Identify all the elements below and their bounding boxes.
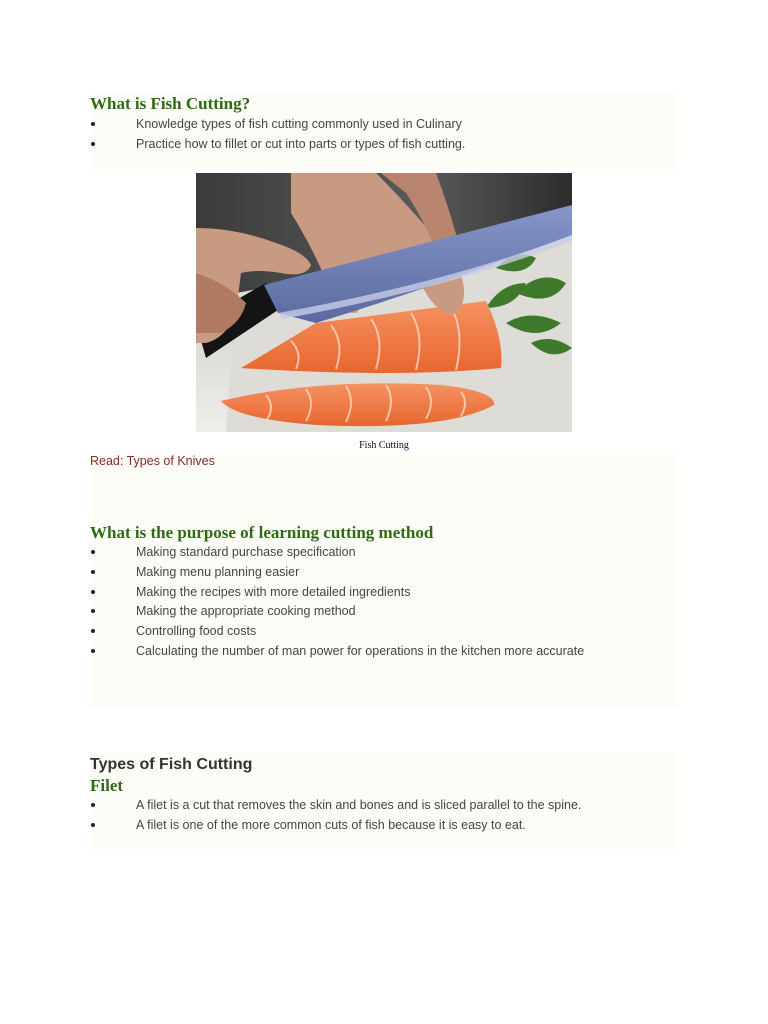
bullet-text: Controlling food costs bbox=[136, 624, 257, 639]
figure-caption: Fish Cutting bbox=[359, 440, 409, 451]
bullet-text: Making standard purchase specification bbox=[136, 545, 356, 559]
bullet-icon bbox=[91, 609, 95, 613]
fish-cutting-photo bbox=[196, 173, 572, 432]
heading-types-of-fish-cutting: Types of Fish Cutting bbox=[90, 756, 253, 773]
list-item bbox=[90, 115, 465, 135]
list-item bbox=[90, 816, 581, 836]
bullet-icon bbox=[91, 649, 95, 653]
bullet-text: Knowledge types of fish cutting commonly used in Culinary bbox=[136, 117, 462, 131]
list-item bbox=[90, 622, 584, 642]
bullet-text: A filet is a cut that removes the skin and bones and is sliced parallel to the spine. bbox=[136, 798, 582, 812]
bullet-icon bbox=[91, 142, 95, 146]
list-item bbox=[90, 135, 465, 155]
intro-bullet-list bbox=[90, 115, 465, 155]
bullet-text: Making the appropriate cooking method bbox=[136, 604, 356, 619]
bullet-text: Making the recipes with more detailed ingredients bbox=[136, 584, 411, 599]
bullet-icon bbox=[91, 629, 95, 633]
bullet-text: Practice how to fillet or cut into parts or types of fish cutting. bbox=[136, 136, 466, 151]
filet-bullet-list bbox=[90, 796, 581, 836]
list-item bbox=[90, 602, 584, 622]
list-item bbox=[90, 543, 584, 563]
purpose-bullet-list bbox=[90, 543, 584, 662]
read-types-of-knives-link[interactable]: Read: Types of Knives bbox=[90, 454, 215, 468]
bullet-icon bbox=[91, 570, 95, 574]
bullet-icon bbox=[91, 122, 95, 126]
bullet-icon bbox=[91, 823, 95, 827]
heading-purpose-of-cutting-method: What is the purpose of learning cutting method bbox=[90, 523, 434, 542]
bullet-icon bbox=[91, 550, 95, 554]
bullet-icon bbox=[91, 590, 95, 594]
list-item bbox=[90, 563, 584, 583]
heading-filet: Filet bbox=[90, 776, 124, 795]
list-item bbox=[90, 583, 584, 603]
list-item bbox=[90, 642, 584, 662]
list-item bbox=[90, 796, 581, 816]
bullet-text: Calculating the number of man power for operations in the kitchen more accurate bbox=[136, 643, 585, 658]
bullet-icon bbox=[91, 803, 95, 807]
bullet-text: A filet is one of the more common cuts of fish because it is easy to eat. bbox=[136, 817, 526, 832]
bullet-text: Making menu planning easier bbox=[136, 564, 300, 579]
heading-what-is-fish-cutting: What is Fish Cutting? bbox=[90, 94, 251, 113]
